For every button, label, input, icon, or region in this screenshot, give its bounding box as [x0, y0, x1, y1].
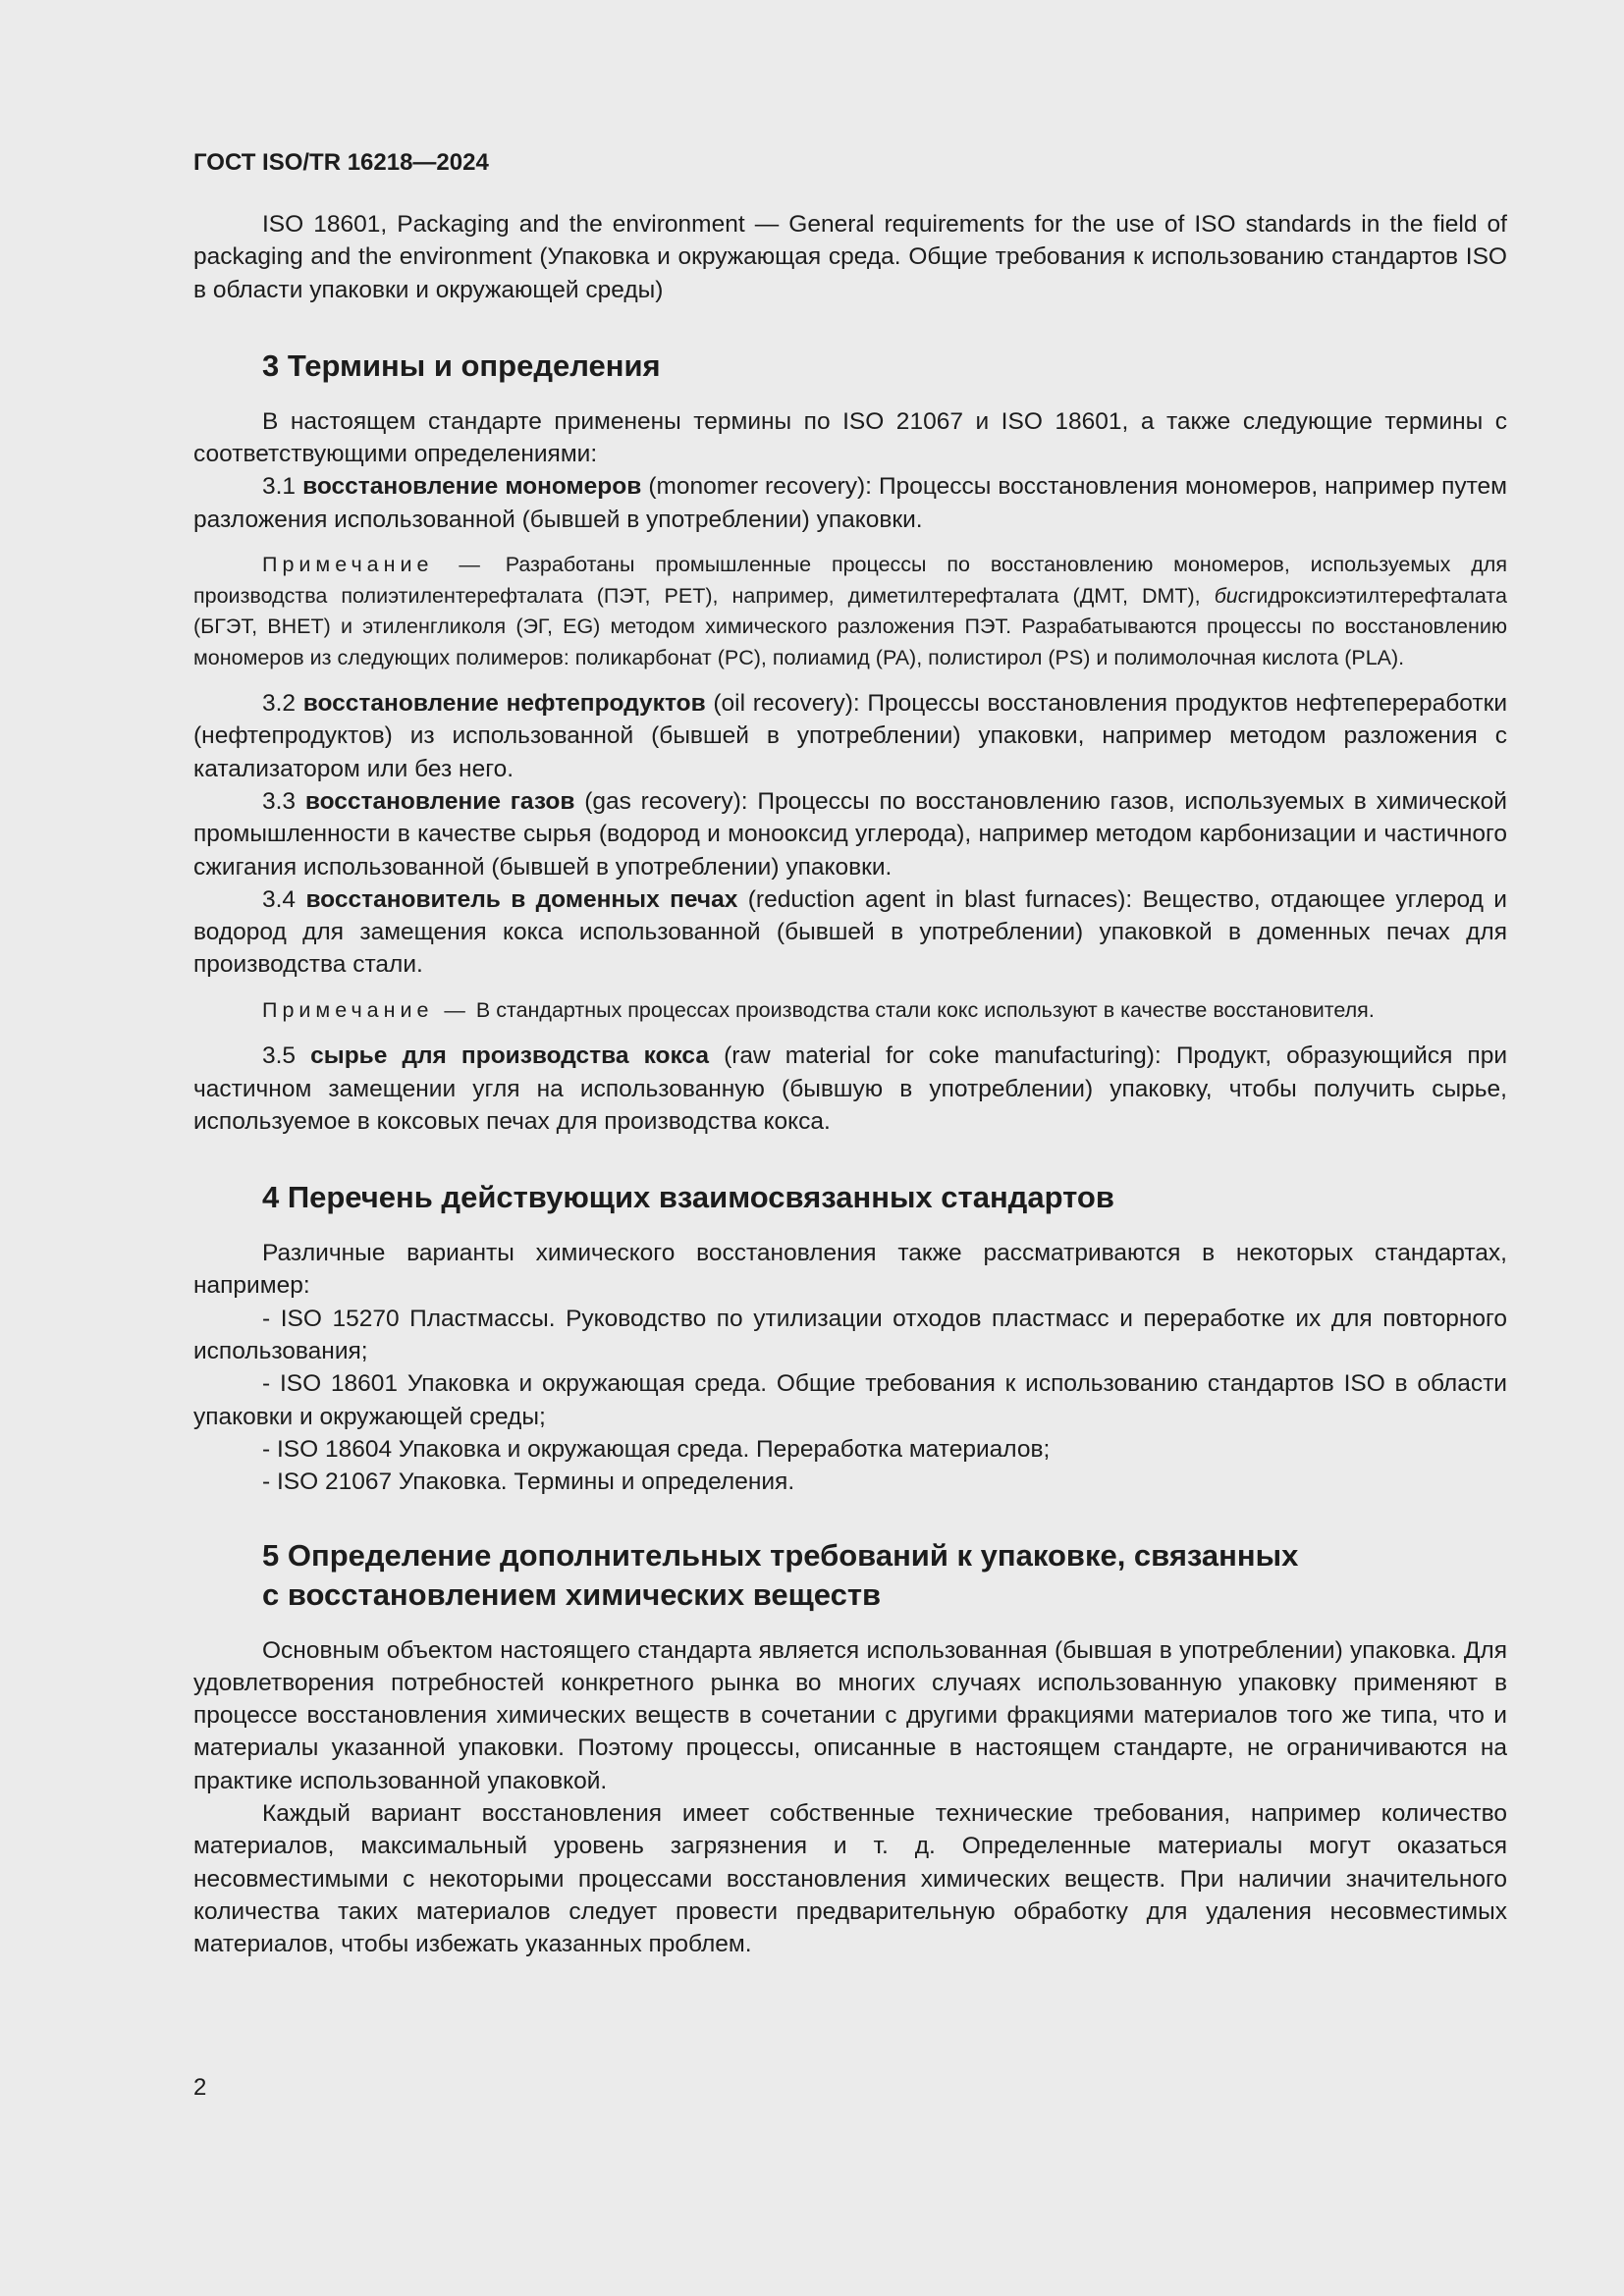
term-definition: (raw material for coke manufacturing): Продукт, образующийся при частичном замещении угля на использованную (бывшую в употреблении) упаковку, чтобы получить сырье, используемое в коксовых печах для производства кокса.: [193, 1042, 1508, 1135]
term-number: 3.4: [262, 885, 297, 913]
section-5-heading-line2: с восстановлением химических веществ: [262, 1576, 882, 1612]
note-text: В стандартных процессах производства стали кокс используют в качестве восстановителя.: [475, 997, 1375, 1022]
section-5-paragraph-1: Основным объектом настоящего стандарта является использованная (бывшая в употреблении) упаковка. Для удовлетворения потребностей конкретного рынка во многих случаях использованную упаковку применяют в процессе восстановления химических веществ в сочетании с другими фракциями материалов того же типа, что и материалы указанной упаковки. Поэтому процессы, описанные в настоящем стандарте, не ограничиваются на практике использованной упаковкой.: [193, 1636, 1507, 1794]
note-label: Примечание —: [262, 997, 470, 1022]
term-definition: (oil recovery): Процессы восстановления продуктов нефтепереработки (нефтепродуктов) из использованной (бывшей в употреблении) упаковки, например методом разложения с катализатором или без него.: [193, 690, 1508, 782]
section-4-intro: Различные варианты химического восстановления также рассматриваются в некоторых стандартах, например:: [193, 1240, 1507, 1300]
term-number: 3.3: [262, 787, 297, 815]
standards-list-item: - ISO 18601 Упаковка и окружающая среда. Общие требования к использованию стандартов ISO в области упаковки и окружающей среды;: [193, 1370, 1507, 1430]
term-name: восстановитель в доменных печах: [305, 885, 738, 913]
term-3-4: [193, 883, 1507, 982]
section-4-heading: 4 Перечень действующих взаимосвязанных стандартов: [262, 1180, 1114, 1215]
term-3-5: [193, 1040, 1507, 1138]
note-text-continued: гидроксиэтилтерефталата (БГЭТ, BHET) и этиленгликоля (ЭГ, EG) методом химического разложения ПЭТ. Разрабатываются процессы по восстановлению мономеров из следующих полимеров: поликарбонат (PC), полиамид (PA), полистирол (PS) и полимолочная кислота (PLA).: [193, 583, 1507, 669]
term-definition: (reduction agent in blast furnaces): Вещество, отдающее углерод и водород для замещения кокса использованной (бывшей в употреблении) упаковкой в доменных печах для производства стали.: [193, 885, 1507, 979]
standards-list-item: - ISO 15270 Пластмассы. Руководство по утилизации отходов пластмасс и переработке их для повторного использования;: [193, 1305, 1507, 1365]
reference-iso-18601: ISO 18601, Packaging and the environment — General requirements for the use of ISO standards in the field of packaging and the environment (Упаковка и окружающая среда. Общие требования к использованию стандартов ISO в области упаковки и окружающей среды): [193, 211, 1507, 303]
term-3-2: [193, 687, 1507, 785]
term-definition: (gas recovery): Процессы по восстановлению газов, используемых в химической промышленности в качестве сырья (водород и монооксид углерода), например методом карбонизации и частичного сжигания использованной (бывшей в употреблении) упаковки.: [193, 787, 1507, 881]
term-3-3: [193, 785, 1507, 883]
note-label: Примечание —: [262, 553, 485, 577]
note-text: Разработаны промышленные процессы по восстановлению мономеров, используемых для производства полиэтилентерефталата (ПЭТ, PET), например, диметилтерефталата (ДМТ, DMT),: [193, 553, 1507, 608]
document-page: [193, 147, 1507, 1960]
document-code-header: ГОСТ ISO/TR 16218—2024: [193, 149, 489, 176]
section-5-paragraph-2: Каждый вариант восстановления имеет собственные технические требования, например количество материалов, максимальный уровень загрязнения и т. д. Определенные материалы могут оказаться несовместимыми с некоторыми процессами восстановления химических веществ. При наличии значительного количества таких материалов следует провести предварительную обработку для удаления несовместимых материалов, чтобы избежать указанных проблем.: [193, 1800, 1507, 1958]
standards-list-item: - ISO 21067 Упаковка. Термины и определения.: [262, 1468, 795, 1496]
term-3-1: [193, 470, 1507, 536]
term-name: сырье для производства кокса: [310, 1042, 709, 1070]
term-number: 3.2: [262, 690, 297, 718]
term-number: 3.5: [262, 1042, 297, 1070]
term-name: восстановление газов: [304, 787, 575, 815]
note-italic-prefix: бис: [1214, 583, 1249, 608]
term-name: восстановление нефтепродуктов: [302, 690, 706, 718]
note-blast-furnace: [193, 995, 1507, 1027]
note-monomer-recovery: [193, 550, 1507, 673]
page-number: 2: [193, 2074, 207, 2101]
section-3-intro: В настоящем стандарте применены термины по ISO 21067 и ISO 18601, а также следующие термины с соответствующими определениями:: [193, 407, 1507, 468]
section-5-heading: [262, 1536, 1507, 1615]
standards-list-item: - ISO 18604 Упаковка и окружающая среда. Переработка материалов;: [262, 1435, 1051, 1463]
term-number: 3.1: [262, 473, 297, 501]
term-definition: (monomer recovery): Процессы восстановления мономеров, например путем разложения использованной (бывшей в употреблении) упаковки.: [193, 473, 1508, 533]
section-3-heading: 3 Термины и определения: [262, 347, 661, 383]
term-name: восстановление мономеров: [302, 473, 642, 501]
section-5-heading-line1: 5 Определение дополнительных требований к упаковке, связанных: [262, 1537, 1299, 1573]
